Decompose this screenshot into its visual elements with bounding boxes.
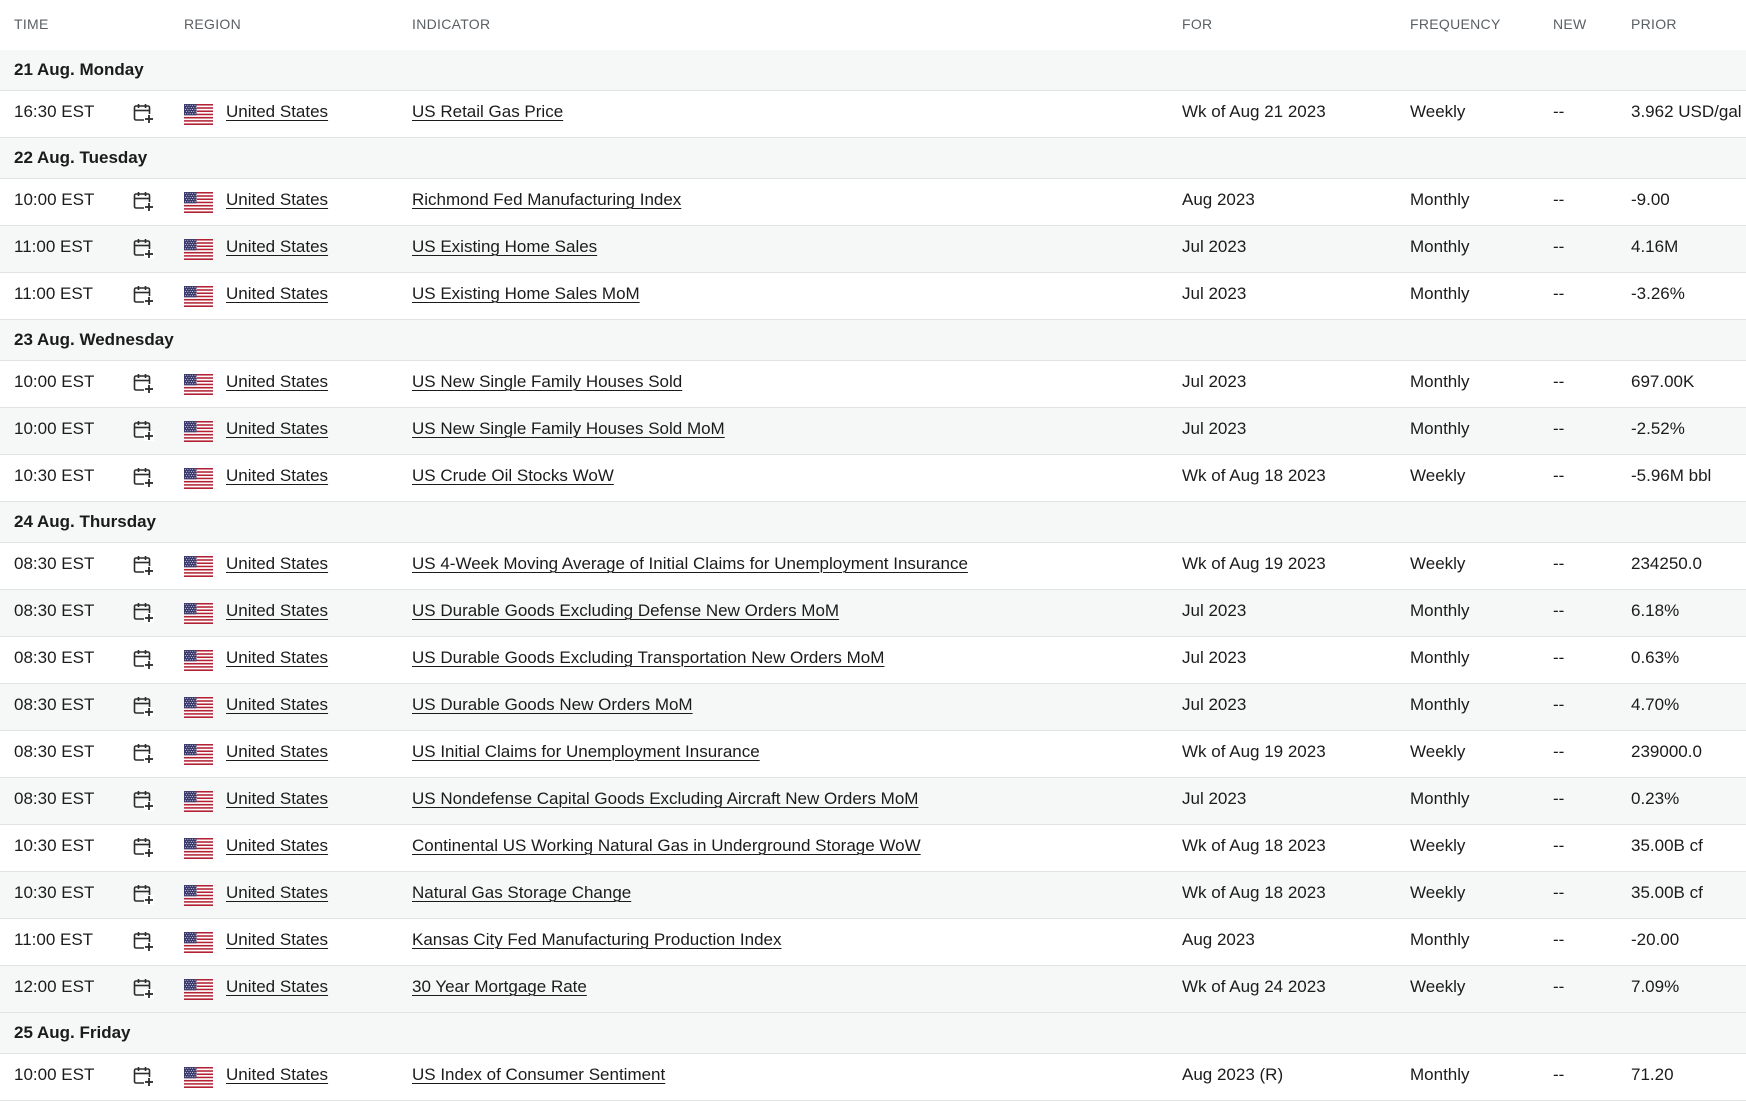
add-to-calendar-icon[interactable] [132, 695, 154, 717]
indicator-link[interactable]: US New Single Family Houses Sold MoM [412, 419, 725, 438]
region-link[interactable]: United States [226, 836, 329, 855]
event-new-value: -- [1553, 789, 1565, 808]
event-frequency: Weekly [1410, 554, 1466, 573]
event-frequency: Weekly [1410, 977, 1466, 996]
event-time: 11:00 EST [14, 237, 94, 256]
us-flag-icon [184, 1067, 213, 1088]
event-time: 08:30 EST [14, 648, 95, 667]
event-prior-value: 234250.0 [1631, 554, 1702, 573]
event-prior-value: 6.18% [1631, 601, 1680, 620]
indicator-link[interactable]: US New Single Family Houses Sold [412, 372, 683, 391]
event-frequency: Monthly [1410, 695, 1470, 714]
region-link[interactable]: United States [226, 554, 329, 573]
table-row [0, 455, 1746, 502]
us-flag-icon [184, 421, 213, 442]
table-row [0, 543, 1746, 590]
event-time: 12:00 EST [14, 977, 95, 996]
add-to-calendar-icon[interactable] [132, 883, 154, 905]
event-prior-value: 239000.0 [1631, 742, 1702, 761]
event-new-value: -- [1553, 102, 1565, 121]
column-header-indicator[interactable]: INDICATOR [412, 16, 491, 32]
indicator-link[interactable]: Kansas City Fed Manufacturing Production Index [412, 930, 782, 949]
region-link[interactable]: United States [226, 648, 329, 667]
region-link[interactable]: United States [226, 977, 329, 996]
region-link[interactable]: United States [226, 930, 329, 949]
event-frequency: Monthly [1410, 419, 1470, 438]
event-time: 10:00 EST [14, 372, 95, 391]
indicator-link[interactable]: US Durable Goods Excluding Defense New Orders MoM [412, 601, 840, 620]
table-row [0, 273, 1746, 320]
event-period: Aug 2023 [1182, 930, 1255, 949]
event-prior-value: -20.00 [1631, 930, 1680, 949]
event-prior-value: 4.70% [1631, 695, 1680, 714]
event-new-value: -- [1553, 930, 1565, 949]
day-group-header [0, 502, 1746, 543]
event-prior-value: -9.00 [1631, 190, 1670, 209]
event-time: 11:00 EST [14, 930, 94, 949]
event-time: 16:30 EST [14, 102, 95, 121]
event-new-value: -- [1553, 695, 1565, 714]
event-prior-value: 4.16M [1631, 237, 1679, 256]
event-new-value: -- [1553, 466, 1565, 485]
event-new-value: -- [1553, 601, 1565, 620]
event-period: Wk of Aug 19 2023 [1182, 742, 1326, 761]
event-new-value: -- [1553, 554, 1565, 573]
region-link[interactable]: United States [226, 695, 329, 714]
day-group-header [0, 50, 1746, 91]
event-time: 08:30 EST [14, 789, 95, 808]
table-row [0, 919, 1746, 966]
table-row [0, 408, 1746, 455]
event-new-value: -- [1553, 977, 1565, 996]
indicator-link[interactable]: US Existing Home Sales [412, 237, 598, 256]
us-flag-icon [184, 650, 213, 671]
column-header-prior[interactable]: PRIOR [1631, 16, 1677, 32]
indicator-link[interactable]: Richmond Fed Manufacturing Index [412, 190, 682, 209]
day-label: 25 Aug. Friday [14, 1023, 131, 1042]
event-frequency: Weekly [1410, 883, 1466, 902]
table-row [0, 684, 1746, 731]
add-to-calendar-icon[interactable] [132, 466, 154, 488]
event-period: Jul 2023 [1182, 648, 1247, 667]
event-period: Aug 2023 [1182, 190, 1255, 209]
day-label: 24 Aug. Thursday [14, 512, 157, 531]
day-group-header [0, 1013, 1746, 1054]
day-group-header [0, 320, 1746, 361]
us-flag-icon [184, 603, 213, 624]
event-time: 08:30 EST [14, 554, 95, 573]
event-time: 08:30 EST [14, 695, 95, 714]
add-to-calendar-icon[interactable] [132, 284, 154, 306]
event-prior-value: 3.962 USD/gal [1631, 102, 1742, 121]
indicator-link[interactable]: US 4-Week Moving Average of Initial Claims for Unemployment Insurance [412, 554, 968, 573]
add-to-calendar-icon[interactable] [132, 789, 154, 811]
event-new-value: -- [1553, 190, 1565, 209]
column-header-for[interactable]: FOR [1182, 16, 1213, 32]
column-header-new[interactable]: NEW [1553, 16, 1587, 32]
indicator-link[interactable]: US Nondefense Capital Goods Excluding Aircraft New Orders MoM [412, 789, 919, 808]
event-frequency: Monthly [1410, 1065, 1470, 1084]
us-flag-icon [184, 104, 213, 125]
region-link[interactable]: United States [226, 190, 329, 209]
event-prior-value: 697.00K [1631, 372, 1695, 391]
indicator-link[interactable]: US Durable Goods Excluding Transportation New Orders MoM [412, 648, 885, 667]
region-link[interactable]: United States [226, 102, 329, 121]
table-row [0, 226, 1746, 273]
event-new-value: -- [1553, 883, 1565, 902]
table-row [0, 825, 1746, 872]
event-new-value: -- [1553, 284, 1565, 303]
indicator-link[interactable]: US Durable Goods New Orders MoM [412, 695, 693, 714]
table-row [0, 872, 1746, 919]
add-to-calendar-icon[interactable] [132, 372, 154, 394]
table-row [0, 1054, 1746, 1101]
us-flag-icon [184, 556, 213, 577]
table-row [0, 361, 1746, 408]
event-prior-value: 0.63% [1631, 648, 1680, 667]
event-prior-value: 7.09% [1631, 977, 1680, 996]
table-row [0, 966, 1746, 1013]
event-new-value: -- [1553, 836, 1565, 855]
event-prior-value: 35.00B cf [1631, 883, 1703, 902]
table-row [0, 179, 1746, 226]
table-row [0, 590, 1746, 637]
event-new-value: -- [1553, 1065, 1565, 1084]
event-prior-value: 35.00B cf [1631, 836, 1703, 855]
event-time: 11:00 EST [14, 284, 94, 303]
event-prior-value: 0.23% [1631, 789, 1680, 808]
event-time: 10:30 EST [14, 883, 95, 902]
event-new-value: -- [1553, 237, 1565, 256]
table-row [0, 731, 1746, 778]
event-period: Jul 2023 [1182, 695, 1247, 714]
event-frequency: Monthly [1410, 237, 1470, 256]
event-frequency: Weekly [1410, 102, 1466, 121]
us-flag-icon [184, 838, 213, 859]
event-frequency: Monthly [1410, 648, 1470, 667]
event-period: Wk of Aug 18 2023 [1182, 883, 1326, 902]
column-header-region[interactable]: REGION [184, 16, 242, 32]
indicator-link[interactable]: US Crude Oil Stocks WoW [412, 466, 614, 485]
day-group-header [0, 138, 1746, 179]
event-prior-value: -3.26% [1631, 284, 1685, 303]
day-label: 21 Aug. Monday [14, 60, 144, 79]
add-to-calendar-icon[interactable] [132, 102, 154, 124]
indicator-link[interactable]: Continental US Working Natural Gas in Underground Storage WoW [412, 836, 921, 855]
add-to-calendar-icon[interactable] [132, 601, 154, 623]
table-row [0, 778, 1746, 825]
us-flag-icon [184, 374, 213, 395]
event-period: Wk of Aug 19 2023 [1182, 554, 1326, 573]
event-new-value: -- [1553, 372, 1565, 391]
add-to-calendar-icon[interactable] [132, 836, 154, 858]
us-flag-icon [184, 286, 213, 307]
event-time: 08:30 EST [14, 601, 95, 620]
region-link[interactable]: United States [226, 883, 329, 902]
table-header [0, 0, 1746, 51]
add-to-calendar-icon[interactable] [132, 190, 154, 212]
event-frequency: Monthly [1410, 601, 1470, 620]
add-to-calendar-icon[interactable] [132, 742, 154, 764]
indicator-link[interactable]: US Index of Consumer Sentiment [412, 1065, 666, 1084]
calendar-body [0, 50, 1746, 1101]
event-frequency: Monthly [1410, 284, 1470, 303]
region-link[interactable]: United States [226, 601, 329, 620]
day-label: 22 Aug. Tuesday [14, 148, 148, 167]
event-period: Jul 2023 [1182, 237, 1247, 256]
event-time: 10:00 EST [14, 419, 95, 438]
add-to-calendar-icon[interactable] [132, 1065, 154, 1087]
event-period: Wk of Aug 18 2023 [1182, 466, 1326, 485]
us-flag-icon [184, 932, 213, 953]
event-frequency: Monthly [1410, 372, 1470, 391]
add-to-calendar-icon[interactable] [132, 648, 154, 670]
indicator-link[interactable]: US Retail Gas Price [412, 102, 564, 121]
us-flag-icon [184, 791, 213, 812]
event-frequency: Monthly [1410, 789, 1470, 808]
region-link[interactable]: United States [226, 237, 329, 256]
event-frequency: Monthly [1410, 930, 1470, 949]
us-flag-icon [184, 697, 213, 718]
event-time: 10:00 EST [14, 1065, 95, 1084]
column-header-time[interactable]: TIME [14, 16, 49, 32]
event-time: 10:30 EST [14, 466, 95, 485]
add-to-calendar-icon[interactable] [132, 237, 154, 259]
add-to-calendar-icon[interactable] [132, 419, 154, 441]
indicator-link[interactable]: Natural Gas Storage Change [412, 883, 632, 902]
region-link[interactable]: United States [226, 742, 329, 761]
table-row [0, 637, 1746, 684]
table-row [0, 91, 1746, 138]
event-frequency: Monthly [1410, 190, 1470, 209]
us-flag-icon [184, 744, 213, 765]
event-time: 10:30 EST [14, 836, 95, 855]
event-period: Wk of Aug 18 2023 [1182, 836, 1326, 855]
column-header-frequency[interactable]: FREQUENCY [1410, 16, 1501, 32]
us-flag-icon [184, 468, 213, 489]
day-label: 23 Aug. Wednesday [14, 330, 174, 349]
event-new-value: -- [1553, 648, 1565, 667]
event-frequency: Weekly [1410, 836, 1466, 855]
event-period: Jul 2023 [1182, 372, 1247, 391]
region-link[interactable]: United States [226, 789, 329, 808]
indicator-link[interactable]: US Initial Claims for Unemployment Insurance [412, 742, 760, 761]
event-prior-value: -2.52% [1631, 419, 1685, 438]
event-period: Jul 2023 [1182, 284, 1247, 303]
event-frequency: Weekly [1410, 742, 1466, 761]
indicator-link[interactable]: US Existing Home Sales MoM [412, 284, 640, 303]
event-new-value: -- [1553, 419, 1565, 438]
event-time: 08:30 EST [14, 742, 95, 761]
event-period: Jul 2023 [1182, 789, 1247, 808]
add-to-calendar-icon[interactable] [132, 977, 154, 999]
us-flag-icon [184, 239, 213, 260]
region-link[interactable]: United States [226, 284, 329, 303]
event-period: Wk of Aug 24 2023 [1182, 977, 1326, 996]
event-time: 10:00 EST [14, 190, 95, 209]
region-link[interactable]: United States [226, 1065, 329, 1084]
event-period: Aug 2023 (R) [1182, 1065, 1284, 1084]
region-link[interactable]: United States [226, 466, 329, 485]
event-new-value: -- [1553, 742, 1565, 761]
add-to-calendar-icon[interactable] [132, 554, 154, 576]
event-frequency: Weekly [1410, 466, 1466, 485]
us-flag-icon [184, 192, 213, 213]
event-prior-value: -5.96M bbl [1631, 466, 1712, 485]
region-link[interactable]: United States [226, 372, 329, 391]
region-link[interactable]: United States [226, 419, 329, 438]
add-to-calendar-icon[interactable] [132, 930, 154, 952]
indicator-link[interactable]: 30 Year Mortgage Rate [412, 977, 587, 996]
event-period: Wk of Aug 21 2023 [1182, 102, 1326, 121]
us-flag-icon [184, 885, 213, 906]
event-period: Jul 2023 [1182, 601, 1247, 620]
event-prior-value: 71.20 [1631, 1065, 1674, 1084]
us-flag-icon [184, 979, 213, 1000]
event-period: Jul 2023 [1182, 419, 1247, 438]
